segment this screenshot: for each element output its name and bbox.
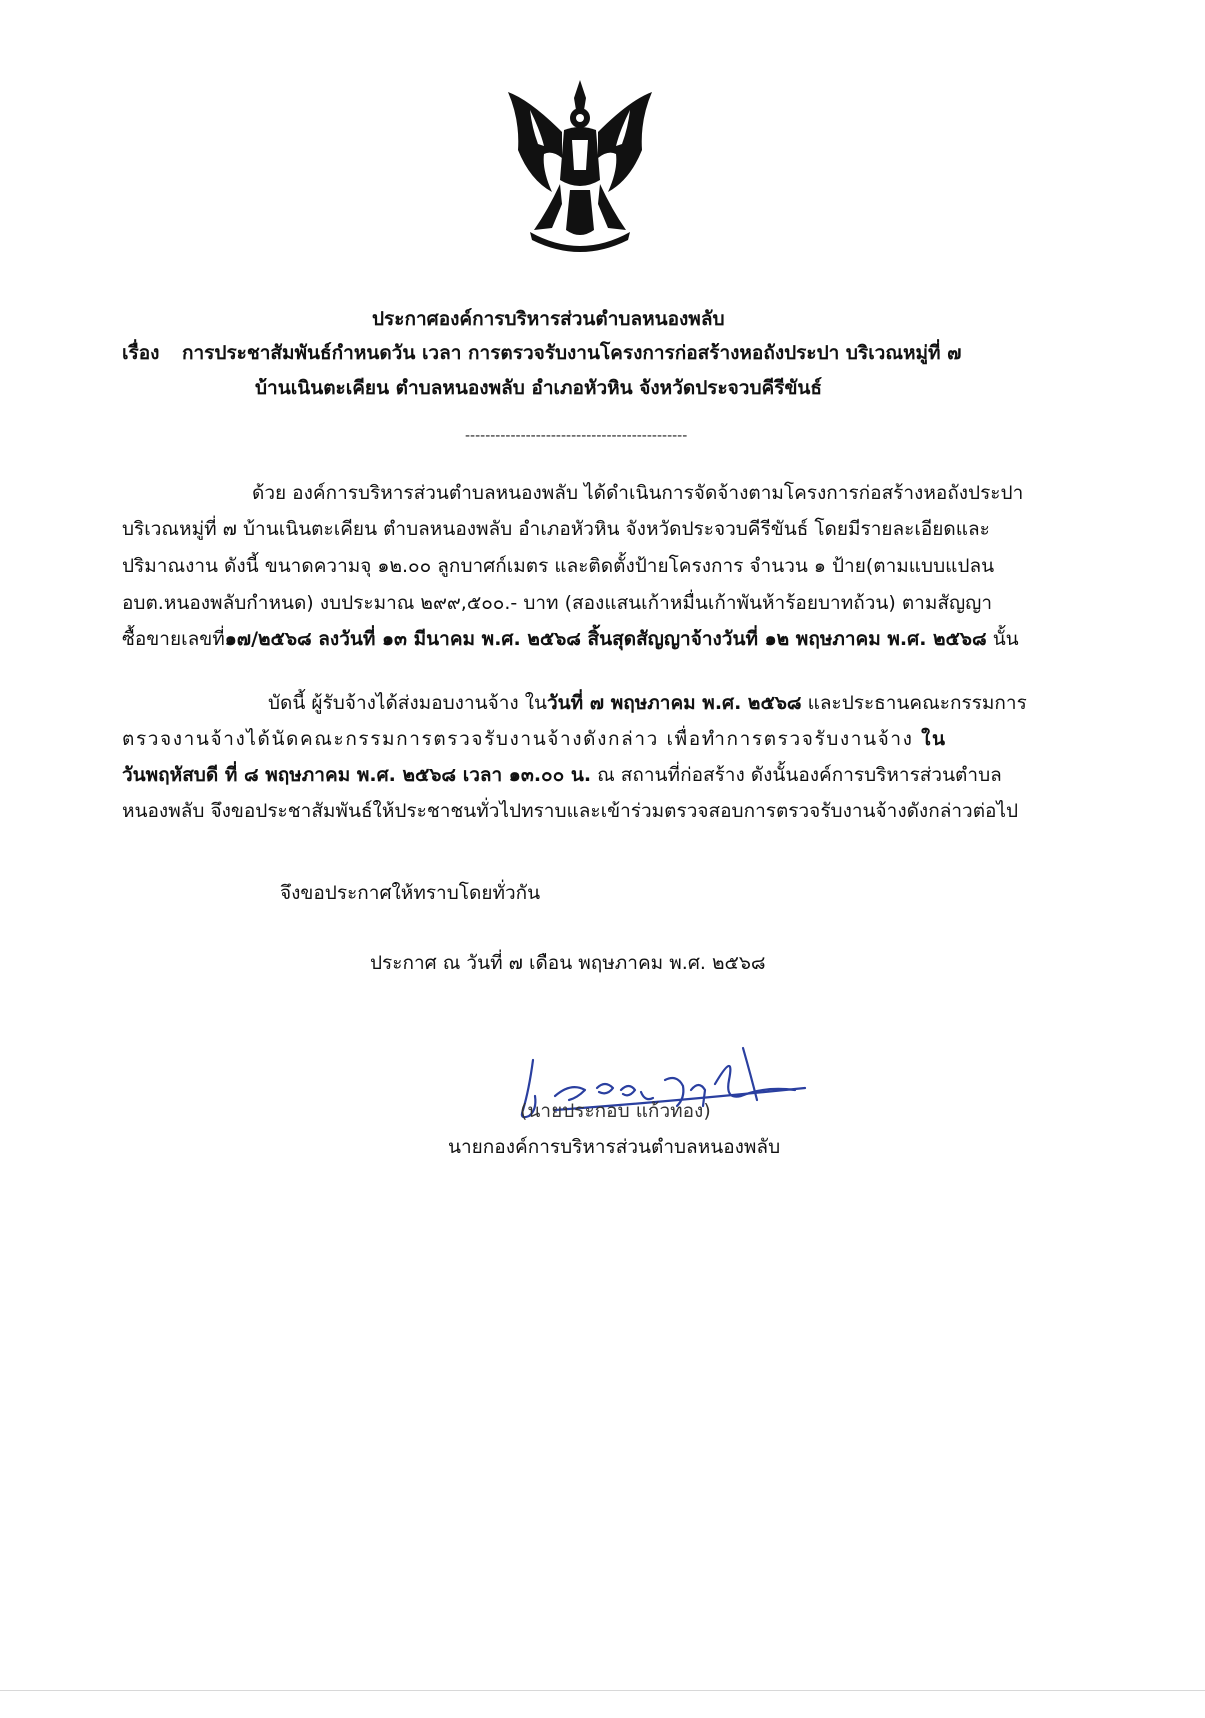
subject-label: เรื่อง bbox=[122, 342, 160, 364]
p2-line-3-end: ณ สถานที่ก่อสร้าง ดังนั้นองค์การบริหารส่วนตำบล bbox=[591, 764, 1002, 786]
p2-line-1 bbox=[268, 690, 1027, 716]
closing-text: จึงขอประกาศให้ทราบโดยทั่วกัน bbox=[280, 882, 541, 904]
signatory-position: นายกองค์การบริหารส่วนตำบลหนองพลับ bbox=[448, 1136, 781, 1158]
title-divider: -------------------------------------------- bbox=[465, 428, 688, 444]
p1-line-5-start: ซื้อขายเลขที่ bbox=[122, 628, 225, 650]
p1-line-3: ปริมาณงาน ดังนี้ ขนาดความจุ ๑๒.๐๐ ลูกบาศก์เมตร และติดตั้งป้ายโครงการ จำนวน ๑ ป้าย(ตามแบบแปลน bbox=[122, 555, 995, 577]
p1-line-4: อบต.หนองพลับกำหนด) งบประมาณ ๒๙๙,๕๐๐.- บาท (สองแสนเก้าหมื่นเก้าพันห้าร้อยบาทถ้วน) ตามสัญญา bbox=[122, 592, 993, 614]
delivery-date: วันที่ ๗ พฤษภาคม พ.ศ. ๒๕๖๘ bbox=[547, 692, 802, 714]
contract-details: ๑๗/๒๕๖๘ ลงวันที่ ๑๓ มีนาคม พ.ศ. ๒๕๖๘ สิ้นสุดสัญญาจ้างวันที่ ๑๒ พฤษภาคม พ.ศ. ๒๕๖๘ bbox=[224, 628, 987, 650]
p2-line-2-start: ตรวจงานจ้างได้นัดคณะกรรมการตรวจรับงานจ้างดังกล่าว เพื่อทำการตรวจรับงานจ้าง bbox=[122, 728, 922, 750]
p1-line-5-end: นั้น bbox=[986, 628, 1019, 650]
p1-line-2: บริเวณหมู่ที่ ๗ บ้านเนินตะเคียน ตำบลหนองพลับ อำเภอหัวหิน จังหวัดประจวบคีรีขันธ์ โดยมีรายละเอียดและ bbox=[122, 518, 990, 540]
subject-line-1: การประชาสัมพันธ์กำหนดวัน เวลา การตรวจรับงานโครงการก่อสร้างหอถังประปา บริเวณหมู่ที่ ๗ bbox=[182, 342, 962, 364]
p1-line-1: ด้วย องค์การบริหารส่วนตำบลหนองพลับ ได้ดำเนินการจัดจ้างตามโครงการก่อสร้างหอถังประปา bbox=[252, 482, 1024, 504]
p2-line-1-start: บัดนี้ ผู้รับจ้างได้ส่งมอบงานจ้าง ใน bbox=[268, 692, 547, 714]
scan-edge-line bbox=[0, 1690, 1205, 1691]
garuda-emblem-icon bbox=[500, 80, 660, 260]
inspection-date-time: วันพฤหัสบดี ที่ ๘ พฤษภาคม พ.ศ. ๒๕๖๘ เวลา ๑๓.๐๐ น. bbox=[122, 764, 592, 786]
signatory-name: (นายประกอบ แก้วทอง) bbox=[520, 1100, 711, 1122]
p2-line-1-end: และประธานคณะกรรมการ bbox=[801, 692, 1027, 714]
announcement-agency-title: ประกาศองค์การบริหารส่วนตำบลหนองพลับ bbox=[372, 308, 725, 330]
p2-line-4: หนองพลับ จึงขอประชาสัมพันธ์ให้ประชาชนทั่วไปทราบและเข้าร่วมตรวจสอบการตรวจรับงานจ้างดังกล่าวต่อไป bbox=[122, 800, 1019, 822]
p2-line-2 bbox=[122, 726, 947, 752]
p1-line-5 bbox=[122, 626, 1019, 652]
p2-line-3 bbox=[122, 762, 1002, 788]
announcement-date: ประกาศ ณ วันที่ ๗ เดือน พฤษภาคม พ.ศ. ๒๕๖๘ bbox=[370, 952, 766, 974]
p2-line-2-end: ใน bbox=[921, 728, 947, 750]
subject-line-2: บ้านเนินตะเคียน ตำบลหนองพลับ อำเภอหัวหิน จังหวัดประจวบคีรีขันธ์ bbox=[255, 377, 823, 399]
